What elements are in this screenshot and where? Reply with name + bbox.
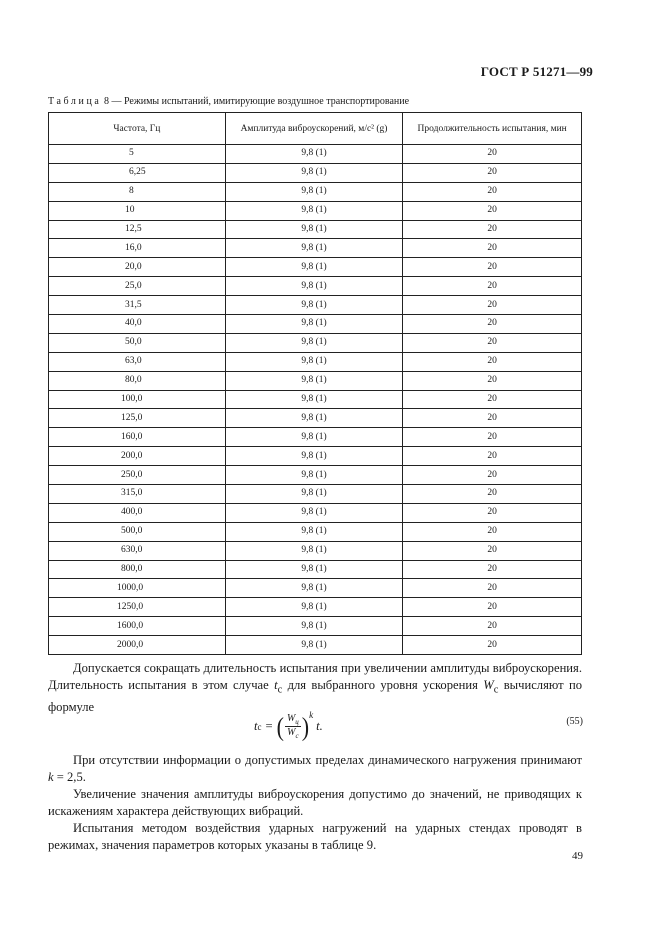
paragraph-text: = 2,5. <box>53 770 86 785</box>
cell-duration: 20 <box>403 598 582 617</box>
table-row <box>49 617 582 636</box>
cell-frequency: 2000,0 <box>49 636 226 655</box>
table-row <box>49 541 582 560</box>
var-t: t <box>274 678 278 693</box>
cell-duration: 20 <box>403 503 582 522</box>
cell-amplitude: 9,8 (1) <box>225 560 403 579</box>
cell-amplitude: 9,8 (1) <box>225 371 403 390</box>
cell-frequency: 16,0 <box>49 239 226 258</box>
paragraph-shock-tests: Испытания методом воздействия ударных нагружений на ударных стендах проводят в режимах, значения параметров которых указаны в таблице 9. <box>48 821 582 853</box>
test-modes-table <box>48 112 582 655</box>
table-row <box>49 598 582 617</box>
cell-duration: 20 <box>403 466 582 485</box>
cell-frequency: 400,0 <box>49 503 226 522</box>
table-row <box>49 201 582 220</box>
table-row <box>49 315 582 334</box>
paragraph-no-info <box>48 752 582 786</box>
cell-amplitude: 9,8 (1) <box>225 182 403 201</box>
cell-amplitude: 9,8 (1) <box>225 220 403 239</box>
table-row <box>49 182 582 201</box>
cell-duration: 20 <box>403 541 582 560</box>
table-row <box>49 466 582 485</box>
table-row <box>49 522 582 541</box>
cell-frequency: 10 <box>49 201 226 220</box>
header-duration: Продолжительность испытания, мин <box>403 113 582 145</box>
cell-frequency: 100,0 <box>49 390 226 409</box>
cell-duration: 20 <box>403 201 582 220</box>
cell-duration: 20 <box>403 163 582 182</box>
table-row <box>49 390 582 409</box>
table-header-row <box>49 113 582 145</box>
table-caption-text: 8 — Режимы испытаний, имитирующие воздушное транспортирование <box>103 96 410 107</box>
cell-frequency: 80,0 <box>49 371 226 390</box>
formula-lhs-sub: c <box>257 721 262 732</box>
table-row <box>49 277 582 296</box>
cell-amplitude: 9,8 (1) <box>225 315 403 334</box>
cell-duration: 20 <box>403 617 582 636</box>
formula-tail: t. <box>316 719 323 733</box>
cell-amplitude: 9,8 (1) <box>225 428 403 447</box>
formula-denominator: W <box>287 727 296 738</box>
cell-duration: 20 <box>403 428 582 447</box>
cell-duration: 20 <box>403 220 582 239</box>
cell-amplitude: 9,8 (1) <box>225 201 403 220</box>
page-number: 49 <box>572 850 583 862</box>
table-row <box>49 579 582 598</box>
cell-duration: 20 <box>403 239 582 258</box>
cell-duration: 20 <box>403 560 582 579</box>
header-frequency: Частота, Гц <box>49 113 226 145</box>
cell-frequency: 12,5 <box>49 220 226 239</box>
cell-frequency: 31,5 <box>49 296 226 315</box>
cell-amplitude: 9,8 (1) <box>225 333 403 352</box>
cell-duration: 20 <box>403 352 582 371</box>
table-caption-label: Таблица <box>48 96 102 107</box>
cell-duration: 20 <box>403 390 582 409</box>
cell-frequency: 5 <box>49 145 226 164</box>
cell-frequency: 250,0 <box>49 466 226 485</box>
cell-amplitude: 9,8 (1) <box>225 352 403 371</box>
table-body <box>49 145 582 655</box>
table-row <box>49 333 582 352</box>
cell-frequency: 125,0 <box>49 409 226 428</box>
cell-frequency: 6,25 <box>49 163 226 182</box>
cell-amplitude: 9,8 (1) <box>225 617 403 636</box>
cell-frequency: 63,0 <box>49 352 226 371</box>
table-row <box>49 145 582 164</box>
table-row <box>49 352 582 371</box>
cell-duration: 20 <box>403 296 582 315</box>
table-row <box>49 503 582 522</box>
cell-frequency: 50,0 <box>49 333 226 352</box>
cell-frequency: 200,0 <box>49 447 226 466</box>
cell-duration: 20 <box>403 258 582 277</box>
table-row <box>49 447 582 466</box>
cell-frequency: 1000,0 <box>49 579 226 598</box>
cell-amplitude: 9,8 (1) <box>225 466 403 485</box>
cell-amplitude: 9,8 (1) <box>225 503 403 522</box>
formula-left-paren: ( <box>276 710 284 741</box>
cell-duration: 20 <box>403 277 582 296</box>
formula-right-paren: ) <box>301 710 310 741</box>
document-header: ГОСТ Р 51271—99 <box>480 64 593 79</box>
cell-frequency: 25,0 <box>49 277 226 296</box>
table-row <box>49 371 582 390</box>
cell-amplitude: 9,8 (1) <box>225 258 403 277</box>
cell-duration: 20 <box>403 182 582 201</box>
formula-numerator-sub: ц <box>295 718 299 726</box>
cell-frequency: 800,0 <box>49 560 226 579</box>
cell-duration: 20 <box>403 485 582 504</box>
formula-lhs: t <box>254 719 258 733</box>
table-row <box>49 163 582 182</box>
formula-exponent: k <box>309 709 314 720</box>
cell-frequency: 160,0 <box>49 428 226 447</box>
cell-duration: 20 <box>403 409 582 428</box>
cell-frequency: 8 <box>49 182 226 201</box>
table-row <box>49 258 582 277</box>
formula-denominator-sub: c <box>295 732 299 740</box>
cell-frequency: 20,0 <box>49 258 226 277</box>
var-t-sub: c <box>277 684 283 696</box>
cell-amplitude: 9,8 (1) <box>225 485 403 504</box>
cell-duration: 20 <box>403 447 582 466</box>
cell-amplitude: 9,8 (1) <box>225 145 403 164</box>
cell-amplitude: 9,8 (1) <box>225 522 403 541</box>
cell-frequency: 315,0 <box>49 485 226 504</box>
table-row <box>49 560 582 579</box>
cell-duration: 20 <box>403 315 582 334</box>
paragraph-text: Допускается сокращать длительность испытания при увеличении амплитуды виброускорения. Длительность испытания в этом случае <box>48 661 582 693</box>
cell-amplitude: 9,8 (1) <box>225 277 403 296</box>
cell-frequency: 630,0 <box>49 541 226 560</box>
paragraph-shortening <box>48 660 582 716</box>
formula-equals: = <box>265 719 273 733</box>
formula-number: (55) <box>566 716 583 727</box>
table-row <box>49 428 582 447</box>
table-row <box>49 239 582 258</box>
paragraph-text: При отсутствии информации о допустимых пределах динамического нагружения принимают <box>73 753 582 767</box>
cell-duration: 20 <box>403 333 582 352</box>
var-k: k <box>48 770 54 785</box>
table-row <box>49 220 582 239</box>
cell-amplitude: 9,8 (1) <box>225 636 403 655</box>
formula-fraction <box>285 713 301 740</box>
cell-amplitude: 9,8 (1) <box>225 409 403 428</box>
table-row <box>49 409 582 428</box>
cell-duration: 20 <box>403 522 582 541</box>
cell-amplitude: 9,8 (1) <box>225 163 403 182</box>
table-row <box>49 636 582 655</box>
cell-frequency: 1600,0 <box>49 617 226 636</box>
cell-frequency: 500,0 <box>49 522 226 541</box>
header-amplitude: Амплитуда виброускорений, м/с² (g) <box>225 113 403 145</box>
var-w-sub: c <box>493 684 499 696</box>
cell-amplitude: 9,8 (1) <box>225 239 403 258</box>
table-row <box>49 485 582 504</box>
cell-frequency: 40,0 <box>49 315 226 334</box>
cell-amplitude: 9,8 (1) <box>225 598 403 617</box>
paragraph-text: вычисляют по формуле <box>48 678 582 714</box>
var-w: W <box>483 678 494 693</box>
cell-frequency: 1250,0 <box>49 598 226 617</box>
cell-amplitude: 9,8 (1) <box>225 579 403 598</box>
table-caption <box>48 96 409 107</box>
paragraph-text: для выбранного уровня ускорения <box>282 678 484 693</box>
formula-numerator: W <box>286 713 296 724</box>
cell-duration: 20 <box>403 145 582 164</box>
cell-amplitude: 9,8 (1) <box>225 447 403 466</box>
cell-amplitude: 9,8 (1) <box>225 390 403 409</box>
cell-duration: 20 <box>403 371 582 390</box>
paragraph-amplitude-increase: Увеличение значения амплитуды виброускорения допустимо до значений, не приводящих к искажениям характера действующих вибраций. <box>48 787 582 819</box>
cell-amplitude: 9,8 (1) <box>225 541 403 560</box>
table-row <box>49 296 582 315</box>
formula-55 <box>254 709 323 741</box>
cell-duration: 20 <box>403 636 582 655</box>
cell-duration: 20 <box>403 579 582 598</box>
cell-amplitude: 9,8 (1) <box>225 296 403 315</box>
